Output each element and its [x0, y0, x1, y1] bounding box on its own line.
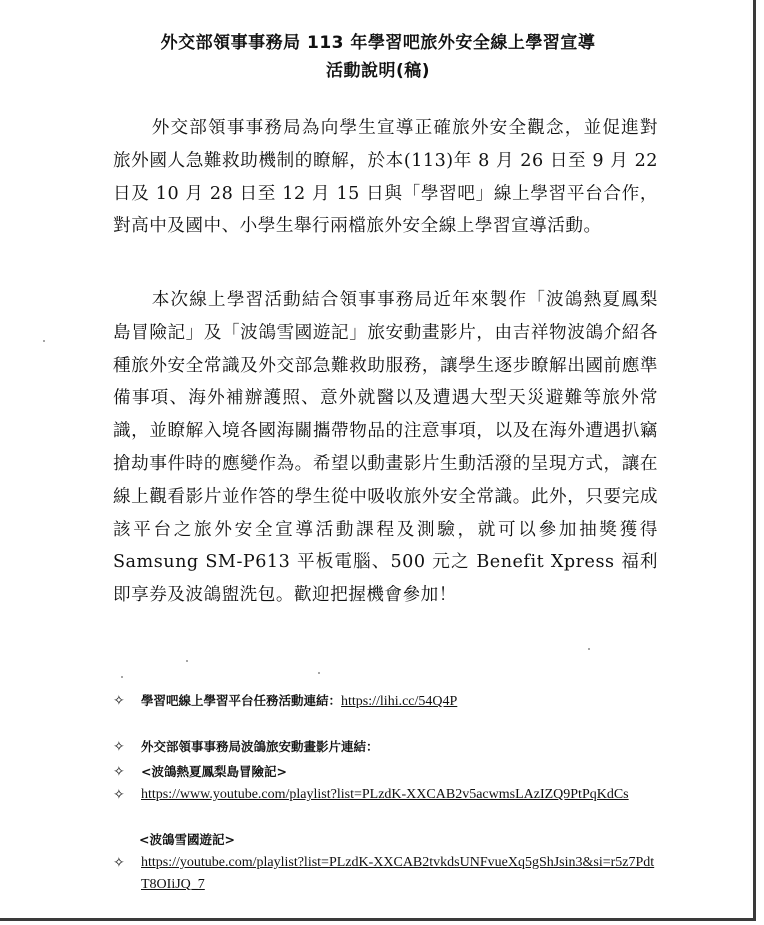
diamond-bullet-icon: ✧ [113, 855, 125, 871]
platform-link-url[interactable]: https://lihi.cc/54Q4P [341, 694, 458, 709]
intro-paragraph: 外交部領事事務局為向學生宣導正確旅外安全觀念，並促進對旅外國人急難救助機制的瞭解，於本(113)年 8 月 26 日至 9 月 22 日及 10 月 28 日至 12 月 15 日與「學習吧」線上學習平台合作，對高中及國中、小學生舉行兩檔旅外安全線上學習宣導活動。 [113, 118, 658, 237]
scan-speck [186, 660, 188, 662]
activity-paragraph: 本次線上學習活動結合領事事務局近年來製作「波鴿熱夏鳳梨島冒險記」及「波鴿雪國遊記」旅安動畫影片，由吉祥物波鴿介紹各種旅外安全常識及外交部急難救助服務，讓學生逐步瞭解出國前應準備事項、海外補辦護照、意外就醫以及遭遇大型天災避難等旅外常識，並瞭解入境各國海關攜帶物品的注意事項，以及在海外遭遇扒竊搶劫事件時的應變作為。希望以動畫影片生動活潑的呈現方式，讓在線上觀看影片並作答的學生從中吸收旅外安全常識。此外，只要完成該平台之旅外安全宣導活動課程及測驗，就可以參加抽獎獲得 Samsung SM-P613 平板電腦、500 元之 Benefit Xpress 福利即享券及波鴿盥洗包。歡迎把握機會參加！ [113, 290, 658, 606]
diamond-bullet-icon: ✧ [113, 787, 125, 803]
video2-title: <波鴿雪國遊記> [139, 832, 235, 847]
scan-speck [43, 340, 45, 342]
video1-url-link[interactable]: https://www.youtube.com/playlist?list=PLzdK-XXCAB2v5acwmsLAzIZQ9PtPqKdCs [141, 787, 629, 802]
video1-title: <波鴿熱夏鳳梨島冒險記> [141, 764, 287, 779]
diamond-bullet-icon: ✧ [113, 739, 125, 755]
diamond-bullet-icon: ✧ [113, 764, 125, 780]
video-links-label: 外交部領事事務局波鴿旅安動畫影片連結： [141, 739, 379, 754]
platform-link-label: 學習吧線上學習平台任務活動連結： [141, 693, 342, 708]
scan-speck [121, 676, 123, 678]
diamond-bullet-icon: ✧ [113, 693, 125, 709]
document-title-line-1: 外交部領事事務局 113 年學習吧旅外安全線上學習宣導 [160, 33, 596, 53]
document-title-line-2: 活動說明(稿) [325, 61, 431, 81]
scan-speck [318, 672, 320, 674]
scan-speck [588, 648, 590, 650]
video2-url-link[interactable]: https://youtube.com/playlist?list=PLzdK-XXCAB2tvkdsUNFvueXq5gShJsin3&si=r5z7PdtT8OIiJQ_7 [141, 855, 655, 892]
